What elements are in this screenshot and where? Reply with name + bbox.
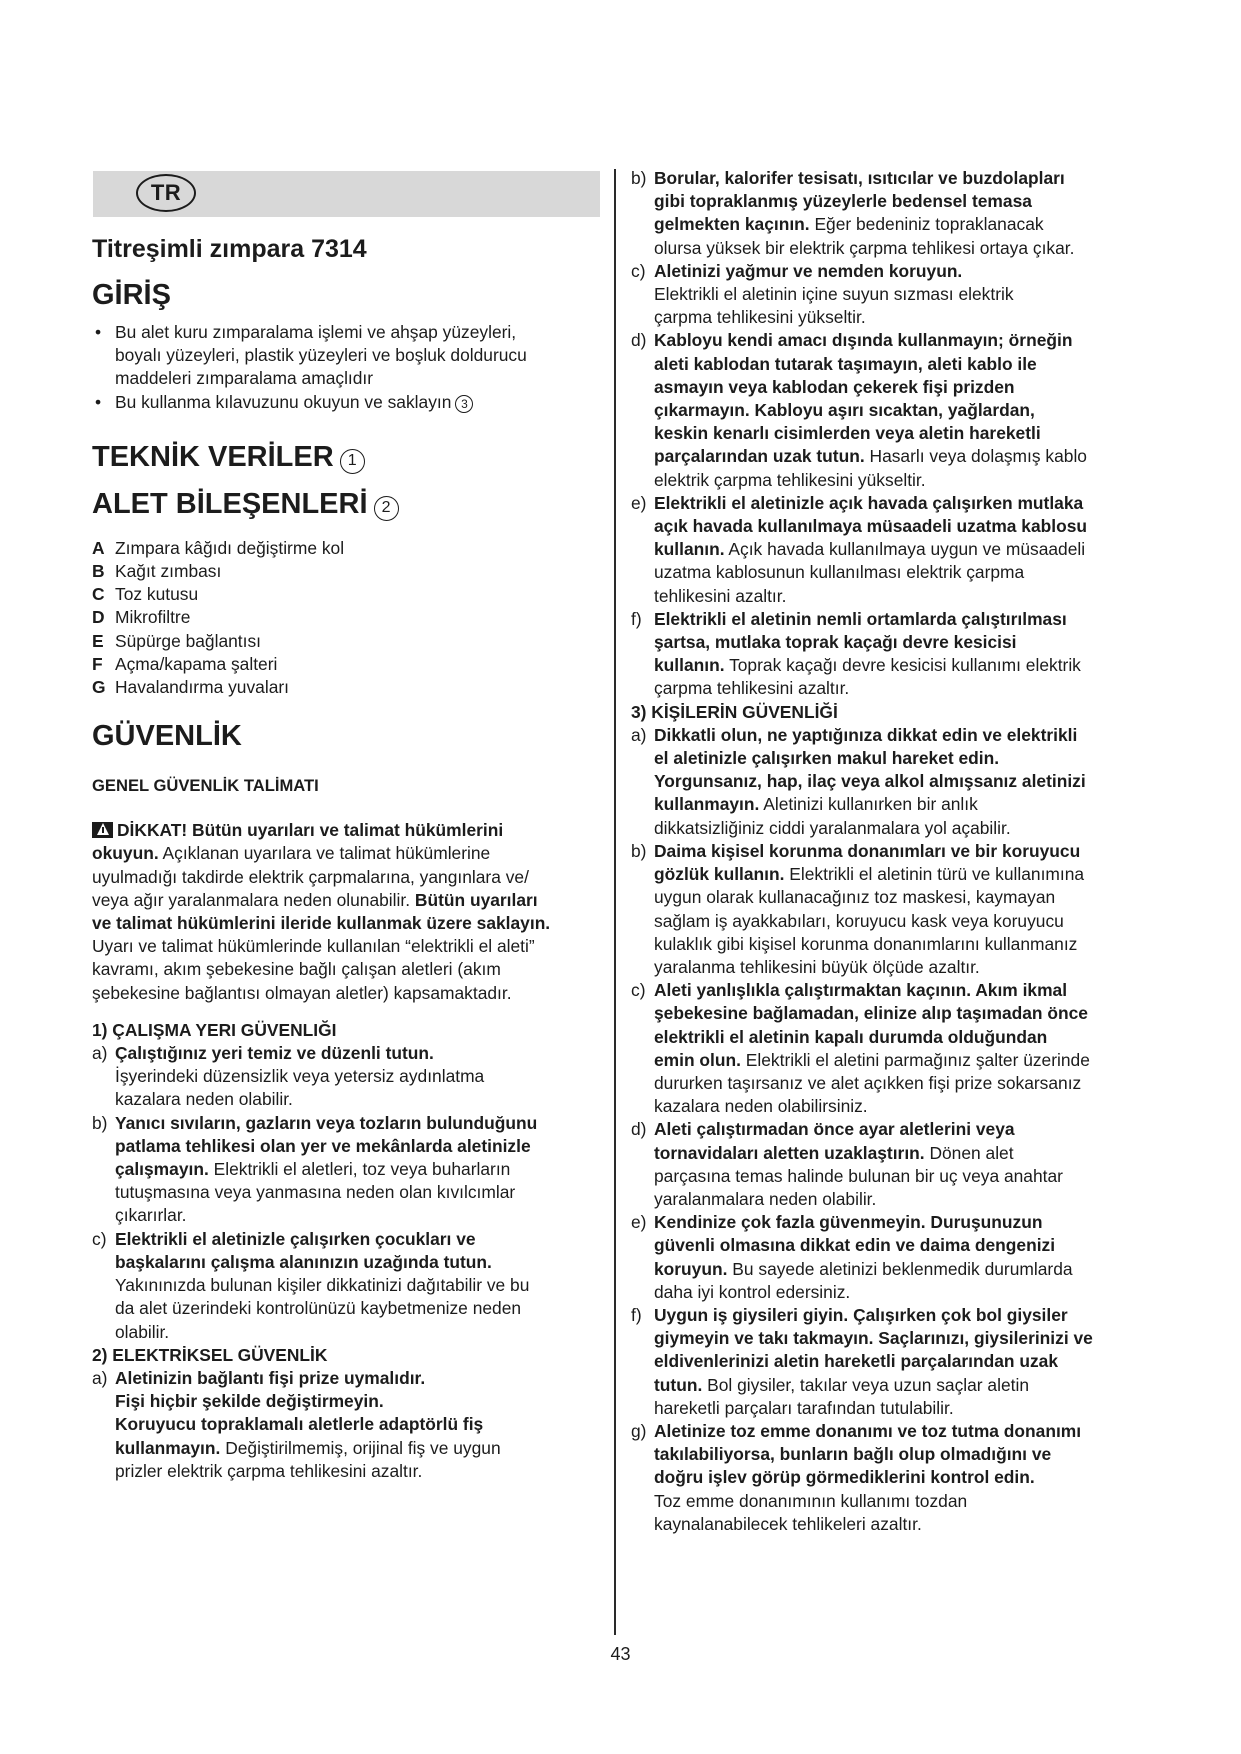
plain-text: elektrik çarpma tehlikesini yükseltir. [654, 469, 926, 490]
plain-text: uzatma kablosunun kullanılması elektrik çarpma [654, 562, 1025, 583]
parts-list [92, 537, 600, 699]
text-line [654, 329, 1151, 352]
plain-text: olabilir. [115, 1321, 170, 1342]
bold-text: Elektrikli el aletinizle açık havada çalışırken mutlaka [654, 492, 1084, 513]
bold-text: emin olun. [654, 1049, 741, 1070]
text-line [654, 1002, 1151, 1025]
part-item [92, 537, 600, 560]
text-line [115, 1251, 600, 1274]
text-line [115, 1228, 600, 1251]
plain-text: uygun olarak kullanacağınız toz maskesi, kaymayan [654, 887, 1056, 908]
part-item [92, 676, 600, 699]
language-header-bar [93, 171, 600, 217]
text-line [654, 956, 1151, 979]
text-line [654, 1142, 1151, 1165]
text-line [654, 770, 1151, 793]
text-line [654, 1327, 1151, 1350]
part-text: Süpürge bağlantısı [115, 630, 261, 651]
bold-text: Koruyucu topraklamalı aletlerle adaptörlü fiş [115, 1414, 484, 1435]
bold-text: tornavidaları aletten uzaklaştırın. [654, 1142, 925, 1163]
text-line [654, 1281, 1151, 1304]
part-text: Kağıt zımbası [115, 561, 222, 582]
bold-text: Kendinize çok fazla güvenmeyin. Duruşunuzun [654, 1212, 1043, 1233]
bold-text: Aleti yanlışlıkla çalıştırmaktan kaçının. Akım ikmal [654, 980, 1068, 1001]
section-title: 3) KİŞİLERİN GÜVENLİĞİ [631, 701, 838, 722]
text-line [115, 1413, 600, 1436]
bold-text: tutun. [654, 1374, 703, 1395]
text-line [115, 1088, 600, 1111]
text-line [654, 1350, 1151, 1373]
item-label: d) [631, 1119, 647, 1140]
text-line [654, 979, 1151, 1002]
safety-item [631, 724, 1151, 840]
bold-text: kullanmayın. [654, 794, 760, 815]
plain-text: Elektrikli el aletleri, toz veya buharların [208, 1159, 511, 1180]
part-letter: G [92, 677, 106, 698]
bold-text: çalışmayın. [115, 1159, 209, 1180]
bullet-line: maddeleri zımparalama amaçlıdır [115, 368, 374, 389]
part-text: Mikrofiltre [115, 607, 191, 628]
text-line [654, 353, 1151, 376]
text-line [654, 445, 1151, 468]
text-line [654, 1397, 1151, 1420]
plain-text: Açıklanan uyarılara ve talimat hükümlerine [158, 843, 491, 864]
bold-text: Fişi hiçbir şekilde değiştirmeyin. [115, 1391, 384, 1412]
item-label: b) [631, 168, 647, 188]
text-line [115, 1158, 600, 1181]
bold-text: keskin kenarlı cisimlerden veya aletin hareketli [654, 423, 1041, 444]
intro-bullet-list [92, 321, 600, 414]
text-line [654, 910, 1151, 933]
bold-text: Aleti çalıştırmadan önce ayar aletlerini veya [654, 1119, 1015, 1140]
plain-text: kulaklık gibi kişisel korunma donanımlarını kullanmanız [654, 933, 1078, 954]
plain-text: Eğer bedeniniz topraklanacak [809, 214, 1044, 235]
text-line [654, 1513, 1151, 1536]
safety-item [631, 1118, 1151, 1211]
text-line [115, 1367, 600, 1390]
bold-text: aleti kablodan tutarak taşımayın, aleti kablo ile [654, 353, 1037, 374]
text-line [654, 1490, 1151, 1513]
text-line [654, 608, 1151, 631]
part-text: Toz kutusu [115, 584, 199, 605]
text-line [654, 260, 1151, 283]
safety-item [92, 1228, 600, 1344]
bold-text: asmayın veya kablodan çekerek fişi prizden [654, 376, 1015, 397]
bold-text: Çalıştığınız yeri temiz ve düzenli tutun. [115, 1043, 434, 1064]
part-item [92, 606, 600, 629]
bold-text: kullanın. [654, 539, 725, 560]
bold-text: giymeyin ve takı takmayın. Saçlarınızı, giysilerinizi ve [654, 1328, 1093, 1349]
text-line [654, 1026, 1151, 1049]
parts-heading-text: ALET BİLEŞENLERİ [92, 487, 368, 520]
text-line [654, 538, 1151, 561]
plain-text: çarpma tehlikesini yükseltir. [654, 307, 866, 328]
bold-text: koruyun. [654, 1258, 728, 1279]
text-line [92, 912, 600, 935]
text-line [654, 492, 1151, 515]
bold-text: Daima kişisel korunma donanımları ve bir koruyucu [654, 840, 1081, 861]
plain-text: Bu sayede aletinizi beklenmedik durumlarda [727, 1258, 1073, 1279]
product-title: Titreşimli zımpara 7314 [92, 235, 367, 263]
item-label: a) [92, 1043, 108, 1064]
warning-triangle-icon [92, 822, 113, 838]
text-line [115, 1181, 600, 1204]
text-line [92, 889, 600, 912]
plain-text: tutuşmasına veya yanmasına neden olan kıvılcımlar [115, 1182, 516, 1203]
text-line [654, 190, 1151, 213]
bold-text: elektrikli el aletinin kapalı durumda olduğundan [654, 1026, 1048, 1047]
text-line [654, 654, 1151, 677]
plain-text: Bol giysiler, takılar veya uzun saçlar aletin [702, 1374, 1030, 1395]
item-label: c) [631, 260, 646, 281]
figure-ref-3-icon: 3 [455, 395, 473, 413]
text-line [654, 1211, 1151, 1234]
safety-item [92, 1042, 600, 1112]
part-item [92, 560, 600, 583]
text-line [92, 982, 600, 1005]
page-number: 43 [610, 1644, 631, 1664]
bold-text: Aletinizin bağlantı fişi prize uymalıdır. [115, 1367, 426, 1388]
text-line [115, 1042, 600, 1065]
plain-text: sağlam iş ayakkabıları, koruyucu kask veya koruyucu [654, 910, 1064, 931]
text-line [654, 863, 1151, 886]
text-line [115, 1112, 600, 1135]
text-line [115, 1135, 600, 1158]
plain-text: Elektrikli el aletini parmağınız şalter üzerinde [740, 1049, 1090, 1070]
plain-text: olursa yüksek bir elektrik çarpma tehlikesi ortaya çıkar. [654, 237, 1075, 258]
section-title: 1) ÇALIŞMA YERI GÜVENLIĞI [92, 1019, 337, 1040]
bold-text: Yorgunsanız, hap, ilaç veya alkol almışsanız aletinizi [654, 771, 1086, 792]
text-line [654, 399, 1151, 422]
text-line [654, 213, 1151, 236]
plain-text: kazalara neden olabilir. [115, 1089, 293, 1110]
plain-text: Açık havada kullanılmaya uygun ve müsaadeli [724, 539, 1086, 560]
text-line [92, 935, 600, 958]
text-line [654, 1118, 1151, 1141]
bold-text: okuyun. [92, 843, 159, 864]
plain-text: Değiştirilmemiş, orijinal fiş ve uygun [220, 1437, 501, 1458]
parts-heading [92, 487, 600, 521]
part-letter: D [92, 607, 105, 628]
bold-text: başkalarını çalışma alanınızın uzağında tutun. [115, 1251, 492, 1272]
bold-text: Aletinizi yağmur ve nemden koruyun. [654, 260, 963, 281]
plain-text: Aletinizi kullanırken bir anlık [759, 794, 978, 815]
intro-bullet [92, 321, 600, 391]
item-label: d) [631, 330, 647, 351]
part-text: Havalandırma yuvaları [115, 677, 289, 698]
plain-text: İşyerindeki düzensizlik veya yetersiz aydınlatma [115, 1066, 485, 1087]
figure-ref-1-icon: 1 [340, 449, 365, 474]
text-line [654, 167, 1151, 190]
part-text: Zımpara kâğıdı değiştirme kol [115, 537, 345, 558]
item-label: e) [631, 492, 647, 513]
safety-item [92, 1367, 600, 1483]
text-line [92, 819, 600, 842]
text-line [654, 306, 1151, 329]
text-line [115, 1297, 600, 1320]
plain-text: çıkarırlar. [115, 1205, 187, 1226]
plain-text: kavramı, akım şebekesine bağlı çalışan aletleri (akım [92, 959, 501, 980]
part-letter: B [92, 561, 105, 582]
text-line [115, 1460, 600, 1483]
intro-bullet [92, 391, 600, 414]
text-line [115, 1274, 600, 1297]
text-line [654, 1304, 1151, 1327]
plain-text: Hasarlı veya dolaşmış kablo [864, 446, 1087, 467]
text-line [654, 1443, 1151, 1466]
bold-text: Uygun iş giysileri giyin. Çalışırken çok bol giysiler [654, 1304, 1068, 1325]
safety-item [631, 329, 1151, 491]
bold-text: Borular, kalorifer tesisatı, ısıtıcılar ve buzdolapları [654, 168, 1065, 188]
safety-item [631, 608, 1151, 701]
general-safety-heading: GENEL GÜVENLİK TALİMATI [92, 776, 319, 796]
item-label: a) [92, 1367, 108, 1388]
plain-text: tehlikesini azaltır. [654, 585, 787, 606]
text-line [654, 747, 1151, 770]
text-line [654, 631, 1151, 654]
right-column [631, 167, 1151, 1536]
bold-text: patlama tehlikesi olan yer ve mekânlarda aletinizle [115, 1135, 531, 1156]
plain-text: prizler elektrik çarpma tehlikesini azaltır. [115, 1460, 423, 1481]
item-label: e) [631, 1212, 647, 1233]
bold-text: açık havada kullanılmaya müsaadeli uzatma kablosu [654, 516, 1088, 537]
warning-paragraph [92, 819, 600, 1005]
plain-text: hareketli parçaları tarafından tutulabilir. [654, 1397, 954, 1418]
plain-text: da alet üzerindeki kontrolünüzü kaybetmenize neden [115, 1298, 522, 1319]
plain-text: veya ağır yaralanmalara neden olunabilir. [92, 889, 415, 910]
section-title: 2) ELEKTRİKSEL GÜVENLİK [92, 1344, 328, 1365]
text-line [654, 1258, 1151, 1281]
text-line [654, 515, 1151, 538]
left-column [92, 171, 600, 1483]
safety-item [92, 1112, 600, 1228]
text-line [654, 585, 1151, 608]
text-line [115, 1065, 600, 1088]
item-label: f) [631, 608, 642, 629]
plain-text: kaynalanabilecek tehlikeleri azaltır. [654, 1513, 922, 1534]
text-line [654, 817, 1151, 840]
bullet-line-with-ref [115, 391, 600, 414]
plain-text: Yakınınızda bulunan kişiler dikkatinizi dağıtabilir ve bu [115, 1275, 530, 1296]
plain-text: Uyarı ve talimat hükümlerinde kullanılan “elektrikli el aleti” [92, 936, 535, 957]
bold-text: DİKKAT! Bütün uyarıları ve talimat hükümlerini [117, 820, 504, 841]
language-badge: TR [136, 174, 196, 212]
bold-text: güvenli olmasına dikkat edin ve daima dengenizi [654, 1235, 1056, 1256]
bold-text: kullanmayın. [115, 1437, 221, 1458]
text-line [654, 561, 1151, 584]
bold-text: ve talimat hükümlerini ileride kullanmak üzere saklayın. [92, 913, 551, 934]
bold-text: şebekesine bağlamadan, elinize alıp taşımadan önce [654, 1003, 1088, 1024]
bold-text: takılabiliyorsa, bunların bağlı olup olmadığını ve [654, 1444, 1052, 1465]
bold-text: Yanıcı sıvıların, gazların veya tozların bulunduğunu [115, 1112, 538, 1133]
bold-text: çıkarmayın. Kabloyu aşırı sıcaktan, yağlardan, [654, 400, 1035, 421]
text-line [654, 237, 1151, 260]
part-letter: E [92, 630, 104, 651]
plain-text: Elektrikli el aletinin türü ve kullanımına [784, 864, 1085, 885]
safety-heading: GÜVENLİK [92, 720, 242, 753]
text-line [654, 793, 1151, 816]
text-line [654, 1095, 1151, 1118]
text-line [654, 1420, 1151, 1443]
item-label: c) [92, 1228, 107, 1249]
plain-text: parçasına temas halinde bulunan bir uç veya anahtar [654, 1165, 1063, 1186]
text-line [654, 1049, 1151, 1072]
text-line [654, 1374, 1151, 1397]
bold-text: kullanın. [654, 655, 725, 676]
plain-text: çarpma tehlikesini azaltır. [654, 678, 850, 699]
bold-text: Bütün uyarıları [414, 889, 538, 910]
bold-text: Elektrikli el aletinizle çalışırken çocukları ve [115, 1228, 476, 1249]
plain-text: dikkatsizliğiniz ciddi yaralanmalara yol açabilir. [654, 817, 1011, 838]
text-line [115, 1390, 600, 1413]
item-label: c) [631, 980, 646, 1001]
bold-text: Aletinize toz emme donanımı ve toz tutma donanımı [654, 1420, 1082, 1441]
bold-text: Elektrikli el aletinin nemli ortamlarda çalıştırılması [654, 608, 1067, 629]
bold-text: gözlük kullanın. [654, 864, 785, 885]
plain-text: kazalara neden olabilirsiniz. [654, 1096, 868, 1117]
safety-item [631, 1211, 1151, 1304]
bold-text: Kabloyu kendi amacı dışında kullanmayın; örneğin [654, 330, 1073, 351]
item-label: b) [631, 840, 647, 861]
plain-text: uyulmadığı takdirde elektrik çarpmalarına, yangınlara ve/ [92, 866, 529, 887]
part-item [92, 630, 600, 653]
plain-text: Toz emme donanımının kullanımı tozdan [654, 1490, 968, 1511]
text-line [92, 866, 600, 889]
warning-exclamation-mark [102, 827, 104, 833]
bold-text: parçalarından uzak tutun. [654, 446, 865, 467]
text-line [654, 1165, 1151, 1188]
plain-text: Elektrikli el aletinin içine suyun sızması elektrik [654, 284, 1014, 305]
text-line [654, 1234, 1151, 1257]
intro-heading: GİRİŞ [92, 279, 171, 311]
item-label: g) [631, 1420, 647, 1441]
safety-item [631, 1304, 1151, 1420]
text-line [654, 283, 1151, 306]
part-item [92, 583, 600, 606]
bold-text: el aletinizle çalışırken makul hareket edin. [654, 748, 1000, 769]
text-line [654, 1188, 1151, 1211]
bold-text: gibi topraklanmış yüzeylerle bedensel temasa [654, 191, 1032, 212]
text-line [92, 958, 600, 981]
tech-heading-text: TEKNİK VERİLER [92, 440, 334, 473]
text-line [115, 1321, 600, 1344]
text-line [654, 840, 1151, 863]
text-line [654, 469, 1151, 492]
part-letter: C [92, 584, 105, 605]
text-line [654, 933, 1151, 956]
left-safety-sections [92, 1019, 600, 1483]
bold-text: doğru işlev görüp görmediklerini kontrol edin. [654, 1467, 1035, 1488]
item-label: b) [92, 1112, 108, 1133]
part-letter: A [92, 537, 105, 558]
column-divider [614, 169, 616, 1635]
text-line [654, 422, 1151, 445]
item-label: a) [631, 724, 647, 745]
bold-text: şartsa, mutlaka toprak kaçağı devre kesicisi [654, 632, 1017, 653]
text-line [92, 842, 600, 865]
text-line [654, 886, 1151, 909]
part-item [92, 653, 600, 676]
plain-text: Dönen alet [924, 1142, 1014, 1163]
bold-text: eldivenlerinizi aletin hareketli parçalarından uzak [654, 1351, 1059, 1372]
part-text: Açma/kapama şalteri [115, 653, 278, 674]
bullet-line: • Bu alet kuru zımparalama işlemi ve ahşap yüzeyleri, [115, 322, 517, 342]
plain-text: yaralanma tehlikesini büyük ölçüde azaltır. [654, 956, 980, 977]
bullet-line: boyalı yüzeyleri, plastik yüzeyleri ve boşluk doldurucu [115, 345, 527, 366]
safety-item [631, 979, 1151, 1118]
plain-text: dururken taşırsanız ve alet açıkken fişi prize sokarsanız [654, 1072, 1082, 1093]
plain-text: daha iyi kontrol edersiniz. [654, 1281, 851, 1302]
text-line [115, 1437, 600, 1460]
bold-text: gelmekten kaçının. [654, 214, 810, 235]
item-label: f) [631, 1304, 642, 1325]
text-line [654, 1072, 1151, 1095]
figure-ref-2-icon: 2 [374, 496, 399, 521]
text-line [654, 677, 1151, 700]
text-line [115, 1204, 600, 1227]
text-line [654, 724, 1151, 747]
safety-item [631, 492, 1151, 608]
plain-text: yaralanmalara neden olabilir. [654, 1188, 877, 1209]
safety-item [631, 167, 1151, 260]
safety-item [631, 1420, 1151, 1536]
text-line [654, 376, 1151, 399]
safety-item [631, 260, 1151, 330]
part-letter: F [92, 653, 103, 674]
bullet-text: Bu kullanma kılavuzunu okuyun ve saklayın [115, 391, 452, 412]
plain-text: şebekesine bağlantısı olmayan aletler) kapsamaktadır. [92, 982, 512, 1003]
plain-text: Toprak kaçağı devre kesicisi kullanımı elektrik [724, 655, 1081, 676]
text-line [654, 1466, 1151, 1489]
bold-text: Dikkatli olun, ne yaptığınıza dikkat edin ve elektrikli [654, 724, 1078, 745]
safety-item [631, 840, 1151, 979]
tech-heading [92, 440, 600, 474]
